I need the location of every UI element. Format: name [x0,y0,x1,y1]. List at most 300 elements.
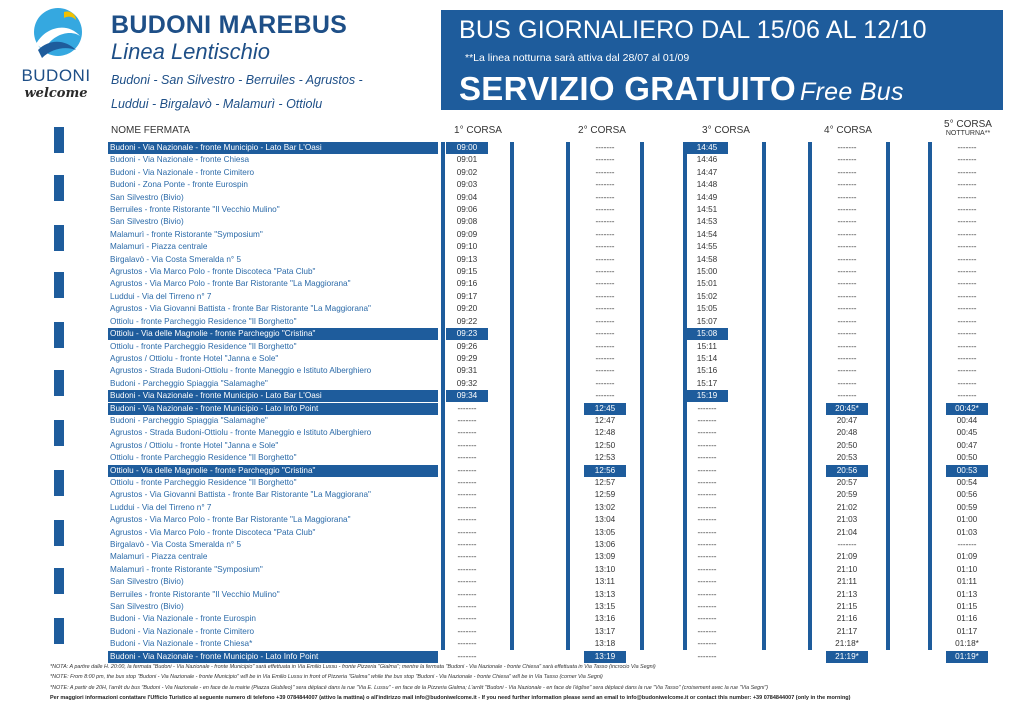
route-summary [111,68,411,116]
stop-name: Budoni - Zona Ponte - fronte Eurospin [110,180,248,190]
departure-time-run-1: 09:34 [446,390,488,402]
stop-name: Malamurì - fronte Ristorante "Symposium" [110,564,263,574]
departure-time-run-2: 12:45 [584,403,626,415]
departure-time-run-3: ------- [697,527,717,537]
departure-time-run-1: ------- [457,639,477,649]
table-row [108,254,998,266]
departure-time-run-3: ------- [697,415,717,425]
departure-time-run-1: ------- [457,589,477,599]
table-row [108,477,998,489]
departure-time-run-3: ------- [697,626,717,636]
departure-time-run-3: 15:05 [696,304,718,314]
departure-time-run-3: 14:45 [686,142,728,154]
departure-time-run-1: 09:10 [456,242,478,252]
stop-name: Agrustos / Ottiolu - fronte Hotel "Janna e Sole" [110,353,279,363]
departure-time-run-4: 20:56 [826,465,868,477]
decor-bar [54,420,64,446]
stop-name: Birgalavò - Via Costa Smeralda n° 5 [110,540,242,549]
table-row [108,539,998,551]
departure-time-run-5: ------- [957,291,977,301]
table-row [108,514,998,526]
departure-time-run-1: 09:31 [456,366,478,376]
departure-time-run-1: 09:00 [446,142,488,154]
stop-name: Luddui - Via del Tirreno n° 7 [110,502,212,512]
departure-time-run-2: 12:57 [594,477,616,487]
departure-time-run-5: 01:03 [956,527,978,537]
departure-time-run-4: 20:50 [836,440,858,450]
table-row [108,154,998,166]
departure-time-run-4: ------- [837,316,857,326]
departure-time-run-4: 20:45* [826,403,868,415]
departure-time-run-1: 09:29 [456,353,478,363]
departure-time-run-4: ------- [837,391,857,401]
table-row [108,613,998,625]
line-name: Linea Lentischio [111,39,271,64]
departure-time-run-2: 13:05 [594,527,616,537]
decor-bar [54,370,64,396]
departure-time-run-3: 15:11 [697,341,717,351]
stop-name: Budoni - Parcheggio Spiaggia "Salamaghe" [110,415,268,425]
banner-title: BUS GIORNALIERO DAL 15/06 AL 12/10 [459,16,927,44]
departure-time-run-2: 13:10 [594,564,616,574]
stop-name: Malamurì - fronte Ristorante "Symposium" [110,229,263,239]
free-bus-label: Free Bus [799,78,904,106]
departure-time-run-3: ------- [697,453,717,463]
departure-time-run-5: 01:00 [956,515,978,525]
departure-time-run-2: 13:04 [594,515,616,525]
departure-time-run-4: 20:47 [836,415,858,425]
departure-time-run-2: 13:17 [594,626,616,636]
departure-time-run-3: 15:08 [686,328,728,340]
departure-time-run-1: ------- [457,428,477,438]
stop-name: Budoni - Parcheggio Spiaggia "Salamaghe" [110,378,268,388]
departure-time-run-2: 12:59 [594,490,616,500]
departure-time-run-1: 09:32 [456,378,478,388]
table-row [108,179,998,191]
contact-info: Per maggiori informazioni contattare l'Ufficio Turistico al seguente numero di telefono +39 0784844007 (attivo la mattina) o all'indirizzo mail info@budoniwelcome.it - If you need further information please send an email to info@budoniwelcome.it or contact this number: +39 0784844007 (only in the morning) [50,694,851,701]
departure-time-run-4: ------- [837,304,857,314]
departure-time-run-5: 00:56 [956,490,978,500]
departure-time-run-2: ------- [595,205,615,215]
departure-time-run-5: ------- [957,329,977,339]
departure-time-run-1: ------- [457,602,477,612]
departure-time-run-1: ------- [457,502,477,512]
departure-time-run-5: 00:59 [956,502,978,512]
free-service-label: SERVIZIO GRATUITO [459,70,796,107]
departure-time-run-1: ------- [457,552,477,562]
departure-time-run-3: 15:01 [696,279,718,289]
departure-time-run-1: ------- [457,477,477,487]
departure-time-run-3: ------- [697,477,717,487]
departure-time-run-5: 01:15 [956,602,978,612]
departure-time-run-2: 13:06 [594,540,616,549]
stop-name: Agrustos - Via Marco Polo - fronte Bar Ristorante "La Maggiorana" [110,515,351,525]
table-row [108,502,998,514]
departure-time-run-1: ------- [457,527,477,537]
departure-time-run-2: 13:09 [594,552,616,562]
stop-name: Malamurì - Piazza centrale [110,552,208,562]
departure-time-run-2: ------- [595,378,615,388]
departure-time-run-3: ------- [697,490,717,500]
departure-time-run-1: 09:02 [456,167,478,177]
table-row [108,291,998,303]
departure-time-run-4: 21:10 [836,564,858,574]
departure-time-run-4: ------- [837,329,857,339]
stop-name: Budoni - Via Nazionale - fronte Cimitero [110,626,255,636]
departure-time-run-4: 21:18* [835,639,859,649]
departure-time-run-4: 20:57 [836,477,858,487]
logo-sub-text: welcome [24,86,88,101]
departure-time-run-1: ------- [457,651,477,661]
departure-time-run-4: 21:19* [826,651,868,663]
departure-time-run-4: 21:04 [836,527,858,537]
departure-time-run-1: ------- [457,403,477,413]
table-row [108,638,998,650]
departure-time-run-5: 00:47 [956,440,978,450]
departure-time-run-3: 14:49 [696,192,718,202]
departure-time-run-1: ------- [457,515,477,525]
departure-time-run-1: 09:16 [456,279,478,289]
departure-time-run-5: ------- [957,341,977,351]
departure-time-run-3: 15:00 [696,267,718,277]
departure-time-run-2: ------- [595,279,615,289]
departure-time-run-3: 14:55 [696,242,718,252]
departure-time-run-3: 15:14 [696,353,718,363]
departure-time-run-1: 09:09 [456,229,478,239]
departure-time-run-5: 01:16 [956,614,978,624]
stop-name: Ottiolu - fronte Parcheggio Residence "Il Borghetto" [110,477,297,487]
stop-name: Ottiolu - fronte Parcheggio Residence "Il Borghetto" [110,316,297,326]
header-run-5-night: NOTTURNA** [945,130,991,137]
table-row [108,427,998,439]
departure-time-run-3: ------- [697,540,717,549]
departure-time-run-2: 12:56 [584,465,626,477]
departure-time-run-5: 01:11 [957,577,977,587]
banner-free-service [459,70,904,108]
departure-time-run-5: ------- [957,192,977,202]
departure-time-run-2: ------- [595,242,615,252]
header-run-1: 1° CORSA [454,125,502,136]
departure-time-run-1: 09:08 [456,217,478,227]
wave-logo-icon [28,6,84,64]
stop-name: Luddui - Via del Tirreno n° 7 [110,291,212,301]
departure-time-run-2: 13:19 [584,651,626,663]
departure-time-run-3: 15:17 [696,378,718,388]
departure-time-run-5: ------- [957,316,977,326]
table-row [108,626,998,638]
departure-time-run-4: 20:48 [836,428,858,438]
departure-time-run-2: 13:15 [594,602,616,612]
table-row [108,589,998,601]
decor-bar [54,568,64,594]
departure-time-run-1: ------- [457,614,477,624]
departure-time-run-2: 13:18 [594,639,616,649]
departure-time-run-2: ------- [595,341,615,351]
departure-time-run-2: 12:50 [594,440,616,450]
departure-time-run-5: ------- [957,155,977,165]
route-line-2: Luddui - Birgalavò - Malamurì - Ottiolu [111,97,323,111]
departure-time-run-4: 21:02 [836,502,858,512]
departure-time-run-1: 09:26 [456,341,478,351]
departure-time-run-3: ------- [697,602,717,612]
table-row [108,440,998,452]
departure-time-run-4: ------- [837,167,857,177]
departure-time-run-2: 13:11 [595,577,615,587]
departure-time-run-4: 21:16 [836,614,858,624]
table-row [108,390,998,402]
stop-name: Ottiolu - fronte Parcheggio Residence "Il Borghetto" [110,341,297,351]
stop-name: San Silvestro (Bivio) [110,602,184,612]
table-row [108,266,998,278]
departure-time-run-3: ------- [697,589,717,599]
stop-name: Budoni - Via Nazionale - fronte Municipio - Lato Info Point [108,651,438,663]
stop-name: Ottiolu - Via delle Magnolie - fronte Parcheggio "Cristina" [108,465,438,477]
departure-time-run-5: 00:42* [946,403,988,415]
departure-time-run-1: ------- [457,465,477,475]
departure-time-run-4: ------- [837,143,857,152]
departure-time-run-1: 09:03 [456,180,478,190]
departure-time-run-2: 13:16 [594,614,616,624]
departure-time-run-4: ------- [837,366,857,376]
departure-time-run-2: ------- [595,267,615,277]
departure-time-run-4: ------- [837,205,857,215]
table-row [108,229,998,241]
stop-name: Agrustos - Strada Budoni-Ottiolu - fronte Maneggio e Istituto Alberghiero [110,366,372,376]
decor-bar [54,175,64,201]
departure-time-run-3: ------- [697,502,717,512]
stop-name: Budoni - Via Nazionale - fronte Municipio - Lato Bar L'Oasi [108,390,438,402]
table-row [108,489,998,501]
departure-time-run-5: ------- [957,378,977,388]
departure-time-run-4: ------- [837,229,857,239]
departure-time-run-3: ------- [697,564,717,574]
stop-name: Agrustos - Via Marco Polo - fronte Discoteca "Pata Club" [110,267,316,277]
departure-time-run-2: ------- [595,180,615,190]
stop-name: Agrustos - Via Giovanni Battista - fronte Bar Ristorante "La Maggiorana" [110,304,371,314]
departure-time-run-5: ------- [957,167,977,177]
table-row [108,452,998,464]
decor-bar [54,272,64,298]
departure-time-run-5: ------- [957,540,977,549]
departure-time-run-3: 14:53 [696,217,718,227]
departure-time-run-3: 15:16 [696,366,718,376]
stop-name: Budoni - Via Nazionale - fronte Eurospin [110,614,256,624]
decor-bar [54,470,64,496]
departure-time-run-2: ------- [595,155,615,165]
departure-time-run-1: ------- [457,440,477,450]
table-row [108,365,998,377]
table-row [108,378,998,390]
stop-name: Budoni - Via Nazionale - fronte Municipio - Lato Info Point [108,403,438,415]
departure-time-run-2: ------- [595,391,615,401]
timetable [108,142,998,663]
table-row [108,341,998,353]
departure-time-run-4: ------- [837,291,857,301]
departure-time-run-1: ------- [457,577,477,587]
table-row [108,303,998,315]
departure-time-run-1: 09:17 [456,291,478,301]
table-row [108,601,998,613]
departure-time-run-2: 13:02 [594,502,616,512]
departure-time-run-1: ------- [457,626,477,636]
stop-name: Berruiles - fronte Ristorante "Il Vecchio Mulino" [110,589,280,599]
table-row [108,142,998,154]
table-row [108,403,998,415]
table-row [108,415,998,427]
departure-time-run-1: 09:01 [456,155,478,165]
departure-time-run-5: 00:44 [956,415,978,425]
departure-time-run-4: 20:59 [836,490,858,500]
departure-time-run-3: ------- [697,428,717,438]
departure-time-run-1: 09:22 [456,316,478,326]
departure-time-run-1: 09:23 [446,328,488,340]
stop-name: Agrustos - Strada Budoni-Ottiolu - fronte Maneggio e Istituto Alberghiero [110,428,372,438]
table-row [108,353,998,365]
departure-time-run-4: ------- [837,540,857,549]
departure-time-run-5: 01:09 [956,552,978,562]
departure-time-run-4: 21:17 [836,626,858,636]
departure-time-run-1: ------- [457,564,477,574]
departure-time-run-5: 00:54 [956,477,978,487]
stop-name: Agrustos / Ottiolu - fronte Hotel "Janna e Sole" [110,440,279,450]
departure-time-run-1: 09:13 [456,254,478,264]
departure-time-run-5: ------- [957,205,977,215]
departure-time-run-5: ------- [957,366,977,376]
departure-time-run-2: ------- [595,304,615,314]
footer-notes [50,662,1010,703]
departure-time-run-5: 01:19* [946,651,988,663]
departure-time-run-3: 14:58 [696,254,718,264]
departure-time-run-4: ------- [837,353,857,363]
departure-time-run-2: 12:53 [594,453,616,463]
table-row [108,241,998,253]
departure-time-run-4: 21:11 [837,577,857,587]
stop-name: Birgalavò - Via Costa Smeralda n° 5 [110,254,242,264]
departure-time-run-2: ------- [595,316,615,326]
header-run-3: 3° CORSA [702,125,750,136]
departure-time-run-3: 14:48 [696,180,718,190]
departure-time-run-2: ------- [595,229,615,239]
departure-time-run-2: 13:13 [594,589,616,599]
departure-time-run-5: ------- [957,180,977,190]
decor-bar [54,127,64,153]
decor-bar [54,225,64,251]
header-stop-name: NOME FERMATA [111,125,191,136]
note-french: *NOTE: A partir de 20H, l'arrêt du bus "Budoni - Via Nazionale - en face de la mairie (Piazza Giubileo)" sera déplacé dans la rue "Via E. Lussu" - en face de la Pizzeria Gialma; L'arrêt "Budoni - Via Nazionale - en face de l'église" sera déplacé dans la rue "Via Tasso" (croisement avec la rue "Via Segni") [50,684,769,691]
departure-time-run-2: ------- [595,291,615,301]
stop-name: Ottiolu - fronte Parcheggio Residence "Il Borghetto" [110,453,297,463]
departure-time-run-4: 21:03 [836,515,858,525]
departure-time-run-5: ------- [957,217,977,227]
stop-name: Ottiolu - Via delle Magnolie - fronte Parcheggio "Cristina" [108,328,438,340]
departure-time-run-3: 14:54 [696,229,718,239]
stop-name: Agrustos - Via Marco Polo - fronte Discoteca "Pata Club" [110,527,316,537]
departure-time-run-3: ------- [697,614,717,624]
header-run-4: 4° CORSA [824,125,872,136]
departure-time-run-4: 21:15 [836,602,858,612]
departure-time-run-3: ------- [697,552,717,562]
departure-time-run-3: ------- [697,577,717,587]
departure-time-run-5: ------- [957,391,977,401]
departure-time-run-1: ------- [457,490,477,500]
departure-time-run-4: ------- [837,242,857,252]
departure-time-run-2: 12:47 [594,415,616,425]
departure-time-run-3: ------- [697,639,717,649]
table-row [108,167,998,179]
table-row [108,328,998,340]
departure-time-run-3: 15:07 [696,316,718,326]
departure-time-run-2: ------- [595,353,615,363]
departure-time-run-5: ------- [957,279,977,289]
stop-name: Agrustos - Via Giovanni Battista - fronte Bar Ristorante "La Maggiorana" [110,490,371,500]
departure-time-run-3: ------- [697,465,717,475]
header-run-2: 2° CORSA [578,125,626,136]
departure-time-run-5: 01:13 [956,589,978,599]
table-row [108,551,998,563]
departure-time-run-3: ------- [697,515,717,525]
departure-time-run-4: ------- [837,378,857,388]
stop-name: Budoni - Via Nazionale - fronte Chiesa [110,155,250,165]
title-block [111,10,431,116]
header-run-5-label: 5° CORSA [944,119,992,130]
departure-time-run-4: ------- [837,267,857,277]
departure-time-run-5: ------- [957,229,977,239]
route-line-1: Budoni - San Silvestro - Berruiles - Agrustos - [111,73,363,87]
departure-time-run-5: ------- [957,242,977,252]
stop-name: Agrustos - Via Marco Polo - fronte Bar Ristorante "La Maggiorana" [110,279,351,289]
stop-name: San Silvestro (Bivio) [110,577,184,587]
decor-bar [54,618,64,644]
departure-time-run-3: 15:02 [696,291,718,301]
departure-time-run-2: ------- [595,217,615,227]
departure-time-run-5: 01:18* [955,639,979,649]
departure-time-run-4: ------- [837,192,857,202]
departure-time-run-1: ------- [457,453,477,463]
departure-time-run-1: ------- [457,415,477,425]
departure-time-run-4: ------- [837,254,857,264]
departure-time-run-2: ------- [595,366,615,376]
table-row [108,204,998,216]
departure-time-run-2: ------- [595,167,615,177]
departure-time-run-5: 00:45 [956,428,978,438]
departure-time-run-5: 01:17 [956,626,978,636]
banner-night-note: **La linea notturna sarà attiva dal 28/07 al 01/09 [465,52,690,64]
decor-bar [54,520,64,546]
table-row [108,465,998,477]
stop-name: Budoni - Via Nazionale - fronte Chiesa* [110,639,253,649]
departure-time-run-4: ------- [837,279,857,289]
stop-name: Berruiles - fronte Ristorante "Il Vecchio Mulino" [110,205,280,215]
table-row [108,564,998,576]
table-row [108,216,998,228]
departure-time-run-1: 09:04 [456,192,478,202]
service-banner [441,10,1003,110]
stop-name: Budoni - Via Nazionale - fronte Municipio - Lato Bar L'Oasi [108,142,438,154]
header-run-5 [928,119,1008,137]
departure-time-run-4: 20:53 [836,453,858,463]
departure-time-run-5: ------- [957,267,977,277]
departure-time-run-3: 15:19 [686,390,728,402]
stop-name: Malamurì - Piazza centrale [110,242,208,252]
table-row [108,527,998,539]
logo-brand-text: BUDONI [21,66,91,85]
departure-time-run-3: ------- [697,440,717,450]
departure-time-run-1: 09:06 [456,205,478,215]
departure-time-run-2: 12:48 [594,428,616,438]
stop-name: Budoni - Via Nazionale - fronte Cimitero [110,167,255,177]
table-row [108,576,998,588]
departure-time-run-4: 21:09 [836,552,858,562]
